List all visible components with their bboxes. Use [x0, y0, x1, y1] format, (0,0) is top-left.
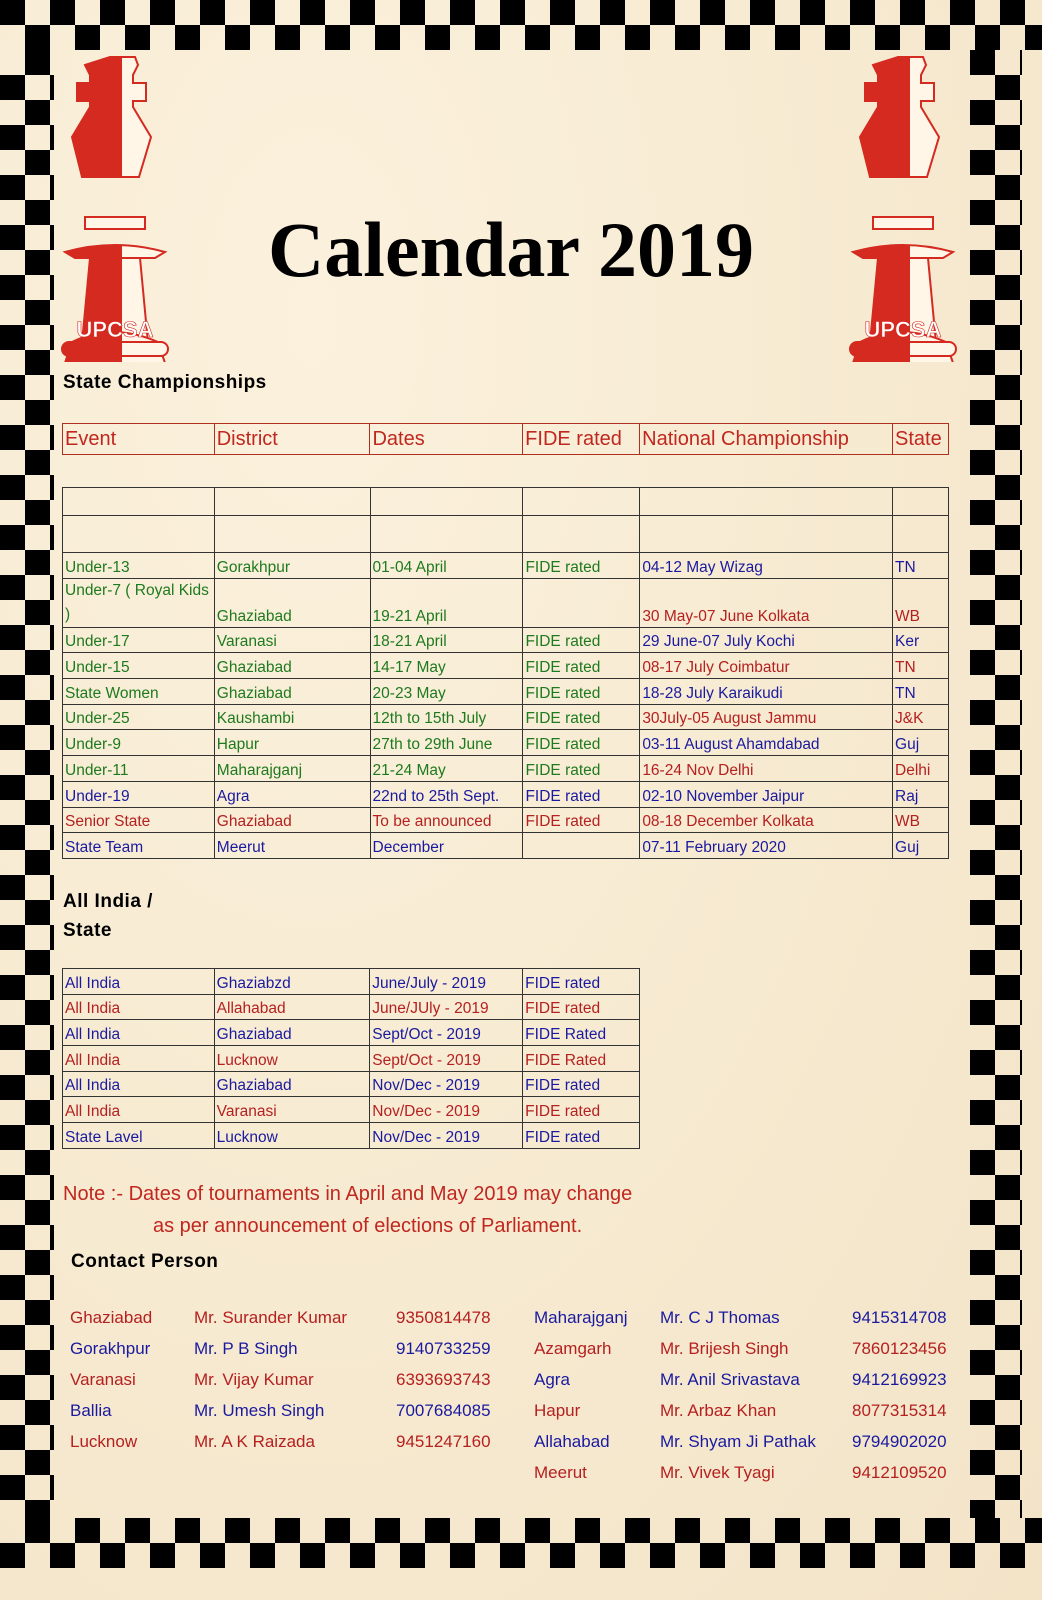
contact-city: Hapur — [534, 1401, 581, 1420]
cell-event: All India — [63, 969, 215, 995]
cell-dates: 21-24 May — [370, 756, 523, 782]
cell-fide-rated: FIDE rated — [523, 1071, 640, 1097]
cell-national-championship: 03-11 August Ahamdabad — [640, 730, 893, 756]
cell-event: Under-17 — [63, 627, 215, 653]
cell-fide-rated: FIDE rated — [523, 756, 640, 782]
note-line-1: Note :- Dates of tournaments in April and May 2019 may change — [63, 1183, 633, 1205]
cell-district: Varanasi — [214, 1097, 370, 1123]
cell-dates: To be announced — [370, 807, 523, 833]
contact-city: Maharajganj — [534, 1308, 628, 1327]
cell-fide-rated: FIDE rated — [523, 994, 640, 1020]
cell-fide-rated: FIDE rated — [523, 1097, 640, 1123]
column-header: State — [893, 424, 949, 455]
cell-district: Kaushambi — [214, 704, 370, 730]
cell-dates: 18-21 April — [370, 627, 523, 653]
table-row — [63, 679, 949, 705]
table-row — [63, 704, 949, 730]
column-header: FIDE rated — [523, 424, 640, 455]
table-row — [63, 1020, 640, 1046]
table-row — [63, 653, 949, 679]
cell-dates: 20-23 May — [370, 679, 523, 705]
cell-national-championship: 30July-05 August Jammu — [640, 704, 893, 730]
contact-name: Mr. Surander Kumar — [194, 1308, 348, 1327]
contact-phone: 7860123456 — [852, 1339, 947, 1358]
column-header: Dates — [370, 424, 523, 455]
logo-text: UPCSA — [864, 317, 942, 342]
empty-row — [63, 516, 949, 553]
cell-district: Maharajganj — [214, 756, 370, 782]
cell-event: Under-13 — [63, 553, 215, 579]
table-row — [63, 994, 640, 1020]
cell-state: Guj — [893, 833, 949, 859]
cell-dates: Sept/Oct - 2019 — [370, 1020, 523, 1046]
cell-event: All India — [63, 1046, 215, 1072]
cell-national-championship: 29 June-07 July Kochi — [640, 627, 893, 653]
table-row — [63, 756, 949, 782]
cell-state: Delhi — [893, 756, 949, 782]
cell-dates: Nov/Dec - 2019 — [370, 1071, 523, 1097]
cell-national-championship: 07-11 February 2020 — [640, 833, 893, 859]
cell-event: Senior State — [63, 807, 215, 833]
cell-event: Under-25 — [63, 704, 215, 730]
checkered-border-top — [0, 0, 1042, 50]
all-india-table — [62, 968, 640, 1149]
cell-district: Gorakhpur — [214, 553, 370, 579]
note — [63, 1178, 632, 1242]
cell-event: All India — [63, 1097, 215, 1123]
cell-dates: June/JUly - 2019 — [370, 994, 523, 1020]
table-row — [63, 1071, 640, 1097]
cell-fide-rated — [523, 833, 640, 859]
contact-city: Ballia — [70, 1401, 112, 1420]
table-row — [63, 1046, 640, 1072]
column-header: Event — [63, 424, 215, 455]
contact-city: Meerut — [534, 1463, 587, 1482]
logo-text: UPCSA — [76, 317, 154, 342]
cell-state: TN — [893, 679, 949, 705]
cell-state: Ker — [893, 627, 949, 653]
cell-national-championship: 02-10 November Jaipur — [640, 781, 893, 807]
contact-name: Mr. Vijay Kumar — [194, 1370, 314, 1389]
cell-fide-rated: FIDE rated — [523, 1123, 640, 1149]
contact-city: Ghaziabad — [70, 1308, 153, 1327]
cell-fide-rated: FIDE Rated — [523, 1046, 640, 1072]
checkered-border-bottom — [0, 1518, 1042, 1568]
contact-name: Mr. Shyam Ji Pathak — [660, 1432, 816, 1451]
contact-phone: 9415314708 — [852, 1308, 947, 1327]
cell-fide-rated: FIDE rated — [523, 781, 640, 807]
cell-dates: 12th to 15th July — [370, 704, 523, 730]
cell-dates: 01-04 April — [370, 553, 523, 579]
cell-fide-rated — [523, 578, 640, 627]
cell-district: Ghaziabzd — [214, 969, 370, 995]
cell-district: Ghaziabad — [214, 1020, 370, 1046]
cell-dates: 14-17 May — [370, 653, 523, 679]
cell-dates: Sept/Oct - 2019 — [370, 1046, 523, 1072]
table-row — [63, 833, 949, 859]
contact-city: Lucknow — [70, 1432, 138, 1451]
cell-district: Agra — [214, 781, 370, 807]
empty-row — [63, 488, 949, 516]
cell-state: Guj — [893, 730, 949, 756]
contact-name: Mr. Arbaz Khan — [660, 1401, 777, 1420]
table-row — [63, 969, 640, 995]
cell-event: Under-7 ( Royal Kids ) — [63, 578, 215, 627]
contact-name: Mr. Anil Srivastava — [660, 1370, 800, 1389]
cell-state: J&K — [893, 704, 949, 730]
table-row — [63, 1123, 640, 1149]
cell-national-championship: 16-24 Nov Delhi — [640, 756, 893, 782]
state-championships-table-body — [62, 487, 949, 859]
table-header-row — [63, 424, 949, 455]
table-row — [63, 627, 949, 653]
cell-district: Ghaziabad — [214, 653, 370, 679]
contact-person-heading: Contact Person — [71, 1251, 219, 1272]
state-championships-table — [62, 423, 949, 455]
contact-phone: 9451247160 — [396, 1432, 491, 1451]
contact-phone: 9412169923 — [852, 1370, 947, 1389]
contact-name: Mr. Brijesh Singh — [660, 1339, 789, 1358]
contact-name: Mr. Vivek Tyagi — [660, 1463, 775, 1482]
cell-district: Ghaziabad — [214, 679, 370, 705]
cell-event: State Lavel — [63, 1123, 215, 1149]
page-title: Calendar 2019 — [267, 206, 755, 293]
cell-district: Hapur — [214, 730, 370, 756]
contact-phone: 9350814478 — [396, 1308, 491, 1327]
cell-national-championship: 08-17 July Coimbatur — [640, 653, 893, 679]
contact-phone: 9794902020 — [852, 1432, 947, 1451]
all-india-heading — [63, 887, 153, 945]
cell-state: Raj — [893, 781, 949, 807]
cell-national-championship: 30 May-07 June Kolkata — [640, 578, 893, 627]
contact-name: Mr. C J Thomas — [660, 1308, 780, 1327]
cell-event: All India — [63, 994, 215, 1020]
cell-district: Lucknow — [214, 1123, 370, 1149]
contact-phone: 6393693743 — [396, 1370, 491, 1389]
cell-dates: December — [370, 833, 523, 859]
contact-phone: 8077315314 — [852, 1401, 947, 1420]
cell-fide-rated: FIDE rated — [523, 653, 640, 679]
note-line-2: as per announcement of elections of Parliament. — [153, 1215, 583, 1237]
table-row — [63, 781, 949, 807]
cell-fide-rated: FIDE rated — [523, 807, 640, 833]
cell-fide-rated: FIDE rated — [523, 627, 640, 653]
cell-dates: 19-21 April — [370, 578, 523, 627]
table-row — [63, 553, 949, 579]
cell-dates: 27th to 29th June — [370, 730, 523, 756]
cell-national-championship: 08-18 December Kolkata — [640, 807, 893, 833]
cell-district: Varanasi — [214, 627, 370, 653]
cell-event: State Team — [63, 833, 215, 859]
cell-district: Lucknow — [214, 1046, 370, 1072]
cell-national-championship: 18-28 July Karaikudi — [640, 679, 893, 705]
column-header: District — [214, 424, 370, 455]
contact-city: Varanasi — [70, 1370, 136, 1389]
cell-district: Ghaziabad — [214, 807, 370, 833]
cell-state: TN — [893, 653, 949, 679]
cell-state: WB — [893, 578, 949, 627]
table-row — [63, 807, 949, 833]
contact-name: Mr. P B Singh — [194, 1339, 298, 1358]
contact-phone: 9412109520 — [852, 1463, 947, 1482]
contact-city: Allahabad — [534, 1432, 610, 1451]
contact-name: Mr. Umesh Singh — [194, 1401, 325, 1420]
cell-district: Ghaziabad — [214, 578, 370, 627]
contact-city: Azamgarh — [534, 1339, 612, 1358]
table-row — [63, 1097, 640, 1123]
all-india-heading-line: State — [63, 920, 112, 941]
cell-state: TN — [893, 553, 949, 579]
cell-event: Under-9 — [63, 730, 215, 756]
cell-dates: June/July - 2019 — [370, 969, 523, 995]
cell-fide-rated: FIDE rated — [523, 679, 640, 705]
contact-city: Agra — [534, 1370, 570, 1389]
contact-city: Gorakhpur — [70, 1339, 151, 1358]
cell-state: WB — [893, 807, 949, 833]
cell-fide-rated: FIDE rated — [523, 553, 640, 579]
cell-event: All India — [63, 1071, 215, 1097]
cell-fide-rated: FIDE Rated — [523, 1020, 640, 1046]
cell-fide-rated: FIDE rated — [523, 704, 640, 730]
cell-district: Meerut — [214, 833, 370, 859]
cell-event: Under-11 — [63, 756, 215, 782]
cell-fide-rated: FIDE rated — [523, 730, 640, 756]
contact-name: Mr. A K Raizada — [194, 1432, 315, 1451]
cell-event: Under-19 — [63, 781, 215, 807]
column-header: National Championship — [640, 424, 893, 455]
cell-dates: Nov/Dec - 2019 — [370, 1123, 523, 1149]
cell-district: Allahabad — [214, 994, 370, 1020]
cell-event: Under-15 — [63, 653, 215, 679]
table-row — [63, 578, 949, 627]
cell-dates: 22nd to 25th Sept. — [370, 781, 523, 807]
state-championships-heading: State Championships — [63, 372, 267, 393]
cell-event: All India — [63, 1020, 215, 1046]
cell-national-championship: 04-12 May Wizag — [640, 553, 893, 579]
cell-district: Ghaziabad — [214, 1071, 370, 1097]
contact-phone: 7007684085 — [396, 1401, 491, 1420]
cell-dates: Nov/Dec - 2019 — [370, 1097, 523, 1123]
cell-event: State Women — [63, 679, 215, 705]
contact-phone: 9140733259 — [396, 1339, 491, 1358]
cell-fide-rated: FIDE rated — [523, 969, 640, 995]
all-india-heading-line: All India / — [63, 891, 153, 912]
table-row — [63, 730, 949, 756]
